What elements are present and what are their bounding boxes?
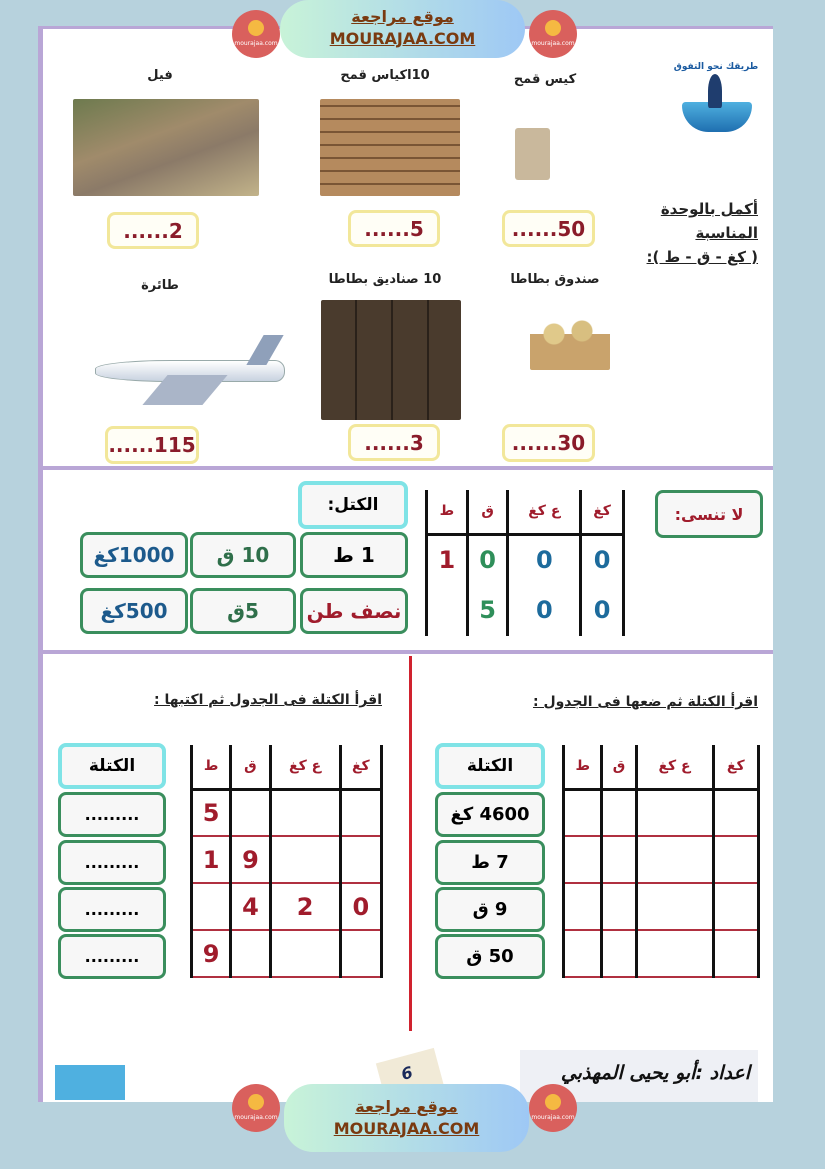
cell	[270, 930, 340, 977]
mass-card: 4600 كغ	[435, 792, 545, 837]
masses-title: الكتل:	[298, 481, 408, 529]
mass-card: 7 ط	[435, 840, 545, 885]
site-banner[interactable]	[280, 0, 525, 58]
mass-card: 1000كغ	[80, 532, 188, 578]
item-label: طائرة	[141, 278, 179, 293]
empty-cell[interactable]	[636, 836, 713, 883]
cell: 0	[467, 534, 508, 584]
header-ton: ط	[564, 745, 602, 789]
banner-arabic: موقع مراجعة	[351, 7, 454, 26]
empty-cell[interactable]	[602, 789, 636, 836]
mass-card: 500كغ	[80, 588, 188, 634]
airplane-image	[65, 330, 305, 410]
empty-cell[interactable]	[713, 836, 758, 883]
answer-box[interactable]: ......5	[348, 210, 440, 247]
vertical-divider	[409, 656, 412, 1031]
empty-cell[interactable]	[602, 930, 636, 977]
banner-url: MOURAJAA.COM	[329, 29, 476, 48]
item-label: 10 صناديق بطاطا	[328, 272, 442, 287]
banner-arabic: موقع مراجعة	[355, 1097, 458, 1116]
cell: 4	[231, 883, 270, 930]
empty-cell[interactable]	[602, 836, 636, 883]
header-ton: ط	[427, 490, 468, 534]
header-kg: كغ	[340, 745, 381, 789]
item-label: كيس قمح	[513, 72, 577, 87]
site-badge: mourajaa.com	[529, 10, 577, 58]
empty-cell[interactable]	[636, 789, 713, 836]
mass-card: نصف طن	[300, 588, 408, 634]
right-exercise-title: اقرأ الكتلة ثم ضعها فى الجدول :	[532, 694, 758, 710]
cell: 1	[192, 836, 231, 883]
empty-cell[interactable]	[713, 883, 758, 930]
mass-card: 50 ق	[435, 934, 545, 979]
banner-url: MOURAJAA.COM	[333, 1119, 480, 1138]
mass-card: 9 ق	[435, 887, 545, 932]
logo-text: طريقك نحو التفوق	[673, 62, 759, 72]
empty-cell[interactable]	[636, 930, 713, 977]
cell	[231, 930, 270, 977]
mass-header: الكتلة	[435, 743, 545, 789]
section-divider	[42, 650, 773, 654]
units-table	[425, 490, 625, 636]
item-label: 10اكياس قمح	[340, 68, 430, 83]
header-quintal: ق	[602, 745, 636, 789]
quill-icon	[708, 74, 722, 108]
cell: 2	[270, 883, 340, 930]
cell: 5	[467, 584, 508, 636]
empty-cell[interactable]	[713, 789, 758, 836]
left-units-table	[190, 745, 383, 978]
mass-card: 10 ق	[190, 532, 296, 578]
left-exercise-title: اقرأ الكتلة فى الجدول ثم اكتبها :	[154, 692, 382, 708]
mass-header: الكتلة	[58, 743, 166, 789]
mass-answer-box[interactable]: .........	[58, 934, 166, 979]
section-divider	[42, 466, 773, 470]
cell	[231, 789, 270, 836]
answer-box[interactable]: ......30	[502, 424, 595, 462]
cell: 0	[581, 584, 624, 636]
empty-cell[interactable]	[564, 930, 602, 977]
answer-box[interactable]: ......50	[502, 210, 595, 247]
mass-answer-box[interactable]: .........	[58, 840, 166, 885]
answer-box[interactable]: ......2	[107, 212, 199, 249]
mass-answer-box[interactable]: .........	[58, 792, 166, 837]
cell	[427, 584, 468, 636]
site-badge: mourajaa.com	[529, 1084, 577, 1132]
cell	[340, 789, 381, 836]
answer-box[interactable]: ......3	[348, 424, 440, 461]
elephant-image	[73, 99, 259, 196]
potato-crate-image	[530, 310, 610, 370]
cell	[270, 789, 340, 836]
header-tens-kg: ع كغ	[270, 745, 340, 789]
cell	[340, 836, 381, 883]
cell: 0	[508, 534, 581, 584]
header-tens-kg: ع كغ	[636, 745, 713, 789]
header-tens-kg: ع كغ	[508, 490, 581, 534]
cell	[340, 930, 381, 977]
empty-cell[interactable]	[602, 883, 636, 930]
header-quintal: ق	[467, 490, 508, 534]
answer-box[interactable]: ......115	[105, 426, 199, 464]
item-label: صندوق بطاطا	[510, 272, 600, 287]
cell: 5	[192, 789, 231, 836]
site-banner[interactable]	[284, 1084, 529, 1152]
site-badge: mourajaa.com	[232, 1084, 280, 1132]
mass-card: 5ق	[190, 588, 296, 634]
cell: 9	[231, 836, 270, 883]
empty-cell[interactable]	[636, 883, 713, 930]
cell: 1	[427, 534, 468, 584]
cell: 0	[340, 883, 381, 930]
logo	[672, 62, 760, 136]
header-kg: كغ	[713, 745, 758, 789]
empty-cell[interactable]	[713, 930, 758, 977]
wheat-sack-image	[515, 128, 550, 180]
instruction-units: ( كغ - ق - ط ):	[646, 248, 758, 266]
empty-cell[interactable]	[564, 789, 602, 836]
instruction-line: أكمل بالوحدة	[660, 200, 758, 218]
cell: 0	[508, 584, 581, 636]
potato-crates-image	[321, 300, 461, 420]
empty-cell[interactable]	[564, 883, 602, 930]
cell: 9	[192, 930, 231, 977]
mass-card: 1 ط	[300, 532, 408, 578]
cell	[270, 836, 340, 883]
instruction-line: المناسبة	[695, 224, 758, 242]
cell: 0	[581, 534, 624, 584]
page-number: 6	[399, 1062, 415, 1084]
site-badge: mourajaa.com	[232, 10, 280, 58]
footer-logo	[55, 1030, 125, 1100]
mass-answer-box[interactable]: .........	[58, 887, 166, 932]
header-ton: ط	[192, 745, 231, 789]
instruction	[625, 200, 758, 266]
reminder-label: لا تنسى:	[655, 490, 763, 538]
author-credit: اعداد :أبو يحيى المهذبي	[520, 1050, 758, 1102]
wheat-sacks-image	[320, 99, 460, 196]
item-label: فيل	[147, 68, 173, 83]
header-kg: كغ	[581, 490, 624, 534]
cell	[192, 883, 231, 930]
header-quintal: ق	[231, 745, 270, 789]
right-units-table[interactable]	[562, 745, 760, 978]
empty-cell[interactable]	[564, 836, 602, 883]
